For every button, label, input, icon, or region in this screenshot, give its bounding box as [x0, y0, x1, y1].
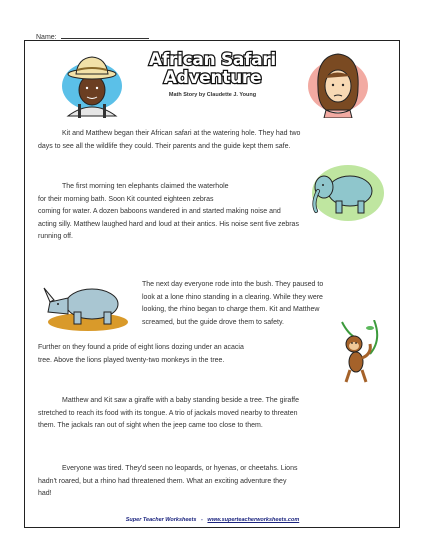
footer-brand: Super Teacher Worksheets — [125, 517, 197, 523]
byline: Math Story by Claudette J. Young — [168, 92, 257, 98]
paragraph-line: stretched to reach its food with its tongue. A trio of jackals moved nearby to threaten — [38, 409, 298, 417]
monkey-icon — [334, 320, 384, 388]
name-blank-line — [61, 31, 149, 39]
name-label: Name: — [36, 34, 57, 41]
paragraph-3-top — [118, 279, 323, 329]
paragraph-line: look at a lone rhino standing in a clearing. While they were — [142, 293, 323, 301]
paragraph-line: Everyone was tired. They'd seen no leopards, or hyenas, or cheetahs. Lions — [62, 465, 298, 472]
paragraph-line: days to see all the wildlife they could. Their parents and the guide kept them safe. — [38, 142, 291, 150]
footer-url-link[interactable]: www.superteacherworksheets.com — [207, 517, 300, 523]
paragraph-line: running off. — [38, 233, 73, 241]
paragraph-line: coming for water. A dozen baboons wandered in and started making noise and — [38, 208, 281, 216]
paragraph-line: looking, the rhino began to charge them. Kit and Matthew — [142, 306, 320, 314]
paragraph-line: Kit and Matthew began their African safari at the watering hole. They had two — [62, 130, 301, 137]
paragraph-line: them. The jackals ran out of sight when the jeep came too close to them. — [38, 422, 263, 430]
title-line-2: Adventure — [163, 68, 262, 88]
paragraph-line: tree. Above the lions played twenty-two monkeys in the tree. — [38, 356, 225, 364]
paragraph-line: screamed, but the guide drove them to safety. — [142, 318, 284, 326]
paragraph-line: had! — [38, 490, 52, 498]
paragraph-line: The next day everyone rode into the bush. They paused to — [142, 281, 324, 288]
paragraph-4 — [38, 395, 299, 433]
paragraph-line: acting silly. Matthew laughed hard and loud at their antics. His noise sent five zebras — [38, 220, 299, 228]
elephant-icon — [310, 163, 386, 223]
paragraph-5 — [38, 463, 297, 501]
footer — [0, 517, 425, 523]
title-line-1: African Safari — [149, 50, 276, 70]
paragraph-line: The first morning ten elephants claimed the waterhole — [62, 183, 229, 190]
paragraph-line: Further on they found a pride of eight lions dozing under an acacia — [38, 344, 244, 351]
paragraph-line: hadn't roared, but a rhino had threatened them. What an exciting adventure they — [38, 477, 287, 485]
rhino-icon — [42, 278, 130, 334]
paragraph-2 — [38, 181, 299, 244]
paragraph-line: for their morning bath. Soon Kit counted eighteen zebras — [38, 195, 214, 203]
paragraph-3-bottom — [38, 342, 244, 367]
footer-separator: - — [200, 517, 203, 523]
paragraph-line: Matthew and Kit saw a giraffe with a baby standing beside a tree. The giraffe — [62, 397, 299, 404]
paragraph-1 — [38, 128, 300, 153]
